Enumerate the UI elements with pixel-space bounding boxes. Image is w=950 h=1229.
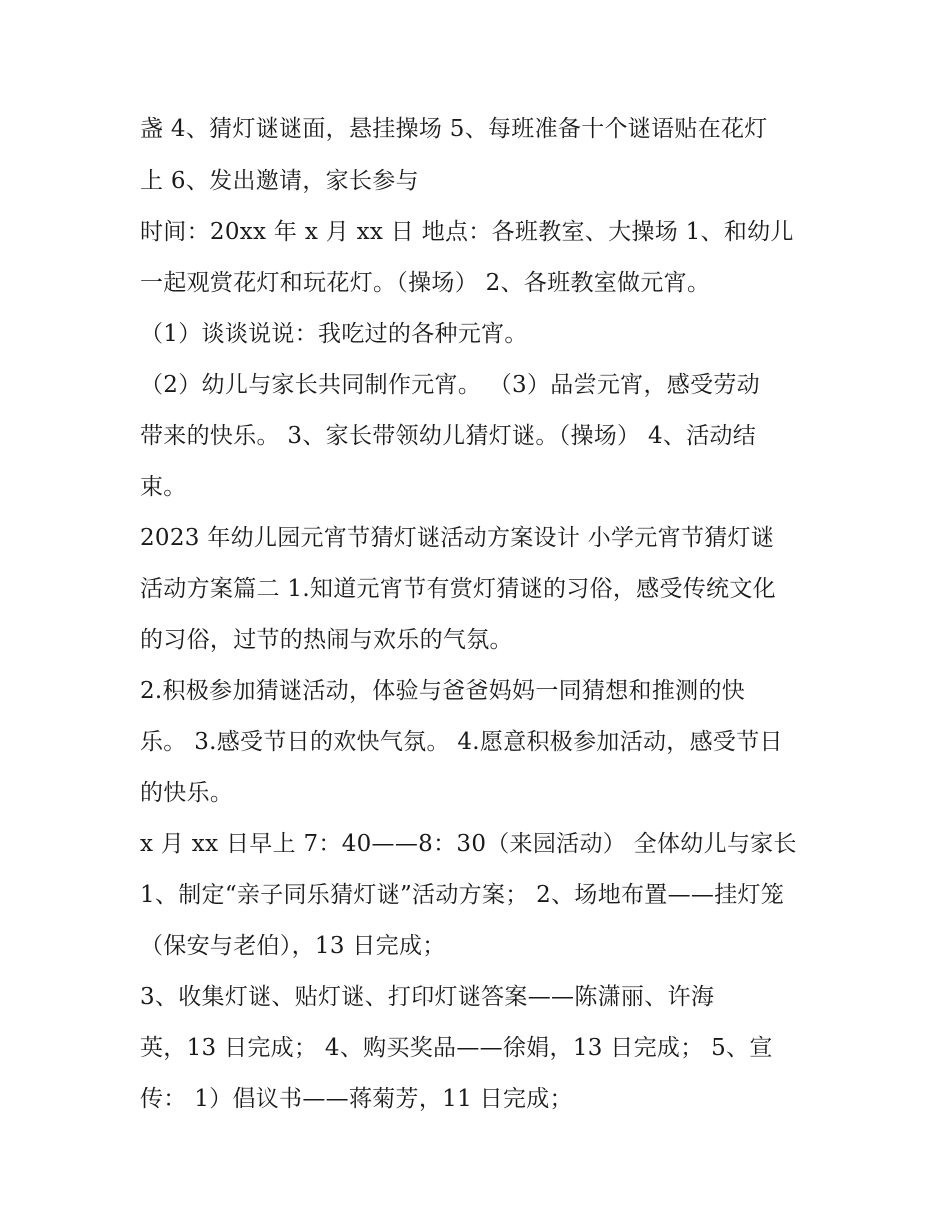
text-line: 一起观赏花灯和玩花灯。（操场） 2、各班教室做元宵。: [140, 270, 711, 296]
text-line: x 月 xx 日早上 7：40——8：30（来园活动） 全体幼儿与家长: [140, 831, 797, 857]
text-line: 乐。 3.感受节日的欢快气氛。 4.愿意积极参加活动，感受节日: [140, 729, 783, 755]
text-line: 活动方案篇二 1.知道元宵节有赏灯猜谜的习俗，感受传统文化: [140, 576, 776, 602]
text-line: 束。: [140, 474, 187, 500]
text-line: 传： 1）倡议书——蒋菊芳，11 日完成；: [140, 1086, 573, 1112]
text-line: 盏 4、猜灯谜谜面，悬挂操场 5、每班准备十个谜语贴在花灯: [140, 116, 768, 142]
text-line: 的习俗，过节的热闹与欢乐的气氛。: [140, 627, 513, 653]
text-line: 带来的快乐。 3、家长带领幼儿猜灯谜。（操场） 4、活动结: [140, 423, 757, 449]
text-line: 2.积极参加猜谜活动，体验与爸爸妈妈一同猜想和推测的快: [140, 678, 746, 704]
text-line: 的快乐。: [140, 780, 234, 806]
text-line: 1、制定“亲子同乐猜灯谜”活动方案； 2、场地布置——挂灯笼: [140, 882, 785, 908]
text-line: （1）谈谈说说：我吃过的各种元宵。: [140, 321, 528, 347]
text-line: 上 6、发出邀请，家长参与: [140, 168, 419, 194]
text-line: 时间：20xx 年 x 月 xx 日 地点：各班教室、大操场 1、和幼儿: [140, 219, 794, 245]
text-line: 英，13 日完成； 4、购买奖品——徐娟，13 日完成； 5、宣: [140, 1035, 773, 1061]
text-line: 3、收集灯谜、贴灯谜、打印灯谜答案——陈潇丽、许海: [140, 984, 715, 1010]
text-line: 2023 年幼儿园元宵节猜灯谜活动方案设计 小学元宵节猜灯谜: [140, 525, 775, 551]
text-line: （2）幼儿与家长共同制作元宵。 （3）品尝元宵，感受劳动: [140, 372, 760, 398]
text-line: （保安与老伯），13 日完成；: [140, 933, 446, 959]
